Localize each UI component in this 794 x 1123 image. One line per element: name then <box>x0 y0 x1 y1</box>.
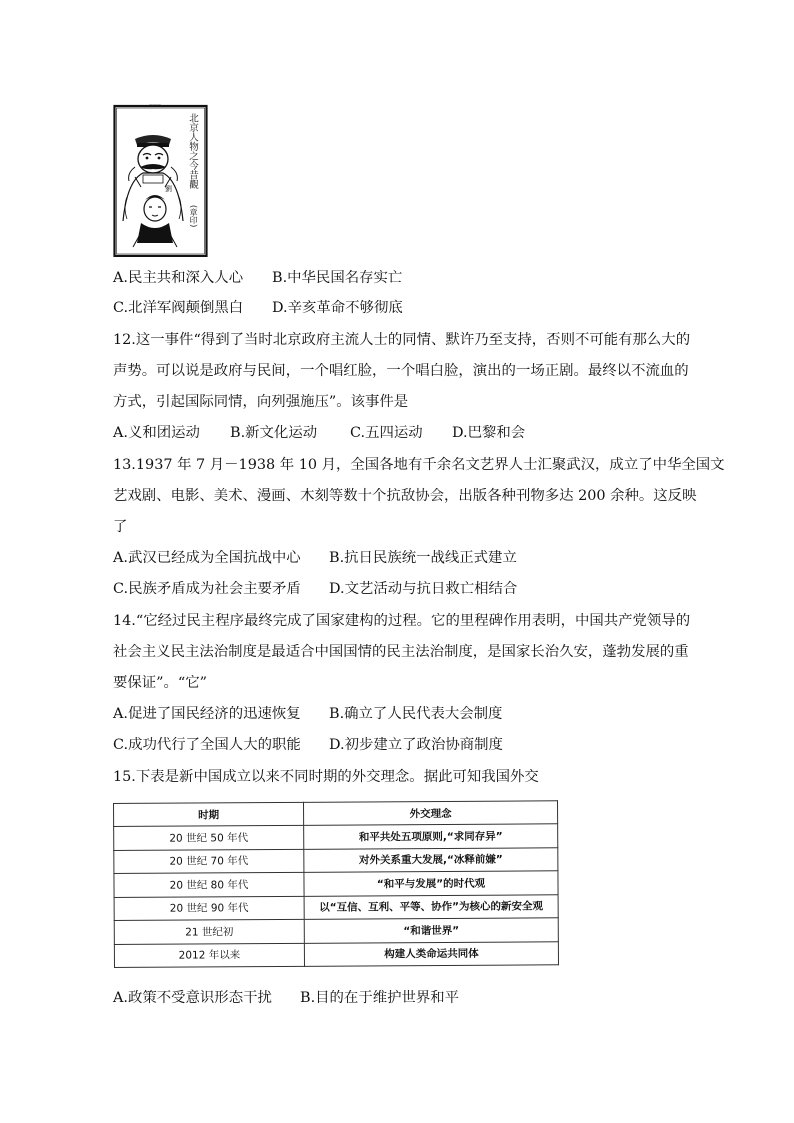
table-cell-concept: 和平共处五项原则,“求同存异” <box>304 824 558 849</box>
table-cell-concept: 以“互信、互利、平等、协作”为核心的新安全观 <box>304 894 558 919</box>
q12-option-a: A.义和团运动 <box>113 425 200 441</box>
q11-option-a: A.民主共和深入人心 <box>113 270 244 286</box>
table-cell-concept: “和平与发展”的时代观 <box>304 871 558 896</box>
q13-stem-line-1: 13.1937 年 7 月－1938 年 10 月，全国各地有千余名文艺界人士汇聚武汉，成立了中华全国文 <box>113 457 725 473</box>
svg-text:劉: 劉 <box>165 185 172 193</box>
q14-option-d: D.初步建立了政治协商制度 <box>329 737 503 753</box>
q13-stem-line-2: 艺戏剧、电影、美术、漫画、木刻等数十个抗敌协会，出版各种刊物多达 200 余种。这反映 <box>113 488 697 504</box>
table-row <box>114 894 558 920</box>
table-row <box>114 918 558 944</box>
q13-option-b: B.抗日民族统一战线正式建立 <box>329 550 517 566</box>
q15-option-a: A.政策不受意识形态干扰 <box>113 990 272 1006</box>
table-header-period: 时期 <box>114 802 304 826</box>
q14-option-b: B.确立了人民代表大会制度 <box>329 706 503 722</box>
q14-option-c: C.成功代行了全国人大的职能 <box>113 737 301 753</box>
table-cell-period: 20 世纪 80 年代 <box>114 872 304 897</box>
table-cell-concept: “和谐世界” <box>304 918 558 943</box>
cartoon-caption: 北京人物之今昔觀 <box>187 113 198 189</box>
q11-option-b: B.中华民国名存实亡 <box>272 270 403 286</box>
q14-stem-line-1: 14.“它经过民主程序最终完成了国家建构的过程。它的里程碑作用表明，中国共产党领导的 <box>113 613 691 629</box>
q15-option-b: B.目的在于维护世界和平 <box>300 990 460 1006</box>
table-cell-concept: 构建人类命运共同体 <box>304 941 558 966</box>
table-row <box>114 941 558 967</box>
q12-option-c: C.五四运动 <box>350 425 423 441</box>
q12-stem-line-3: 方式，引起国际同情，向列强施压”。该事件是 <box>113 394 409 410</box>
q13-stem-line-3: 了 <box>113 519 128 535</box>
q12-option-b: B.新文化运动 <box>230 425 318 441</box>
q12-stem-line-2: 声势。可以说是政府与民间，一个唱红脸，一个唱白脸，演出的一场正剧。最终以不流血的 <box>113 363 689 379</box>
table-row <box>114 871 558 897</box>
table-row <box>114 847 558 873</box>
q14-stem-line-3: 要保证”。“它” <box>113 675 208 691</box>
table-header-row <box>114 801 558 827</box>
table-header-concept: 外交理念 <box>303 801 557 826</box>
q12-stem-line-1: 12.这一事件“得到了当时北京政府主流人士的同情、默许乃至支持，否则不可能有那么大的 <box>113 332 691 348</box>
q13-option-d: D.文艺活动与抗日救亡相结合 <box>329 581 518 597</box>
table-cell-period: 20 世纪 70 年代 <box>114 849 304 874</box>
q15-stem: 15.下表是新中国成立以来不同时期的外交理念。据此可知我国外交 <box>113 769 539 785</box>
table-row <box>114 824 558 850</box>
q11-option-c: C.北洋军阀颠倒黑白 <box>113 300 244 316</box>
cartoon-image <box>113 101 208 257</box>
cartoon-signature: (章印) <box>189 205 198 228</box>
q14-option-a: A.促进了国民经济的迅速恢复 <box>113 706 301 722</box>
q11-option-d: D.辛亥革命不够彻底 <box>272 300 403 316</box>
table-cell-period: 20 世纪 50 年代 <box>114 825 304 850</box>
table-cell-period: 20 世纪 90 年代 <box>114 896 304 921</box>
table-cell-period: 21 世纪初 <box>114 919 304 944</box>
q14-stem-line-2: 社会主义民主法治制度是最适合中国国情的民主法治制度，是国家长治久安，蓬勃发展的重 <box>113 644 689 660</box>
diplomacy-table <box>113 800 559 968</box>
q12-option-d: D.巴黎和会 <box>452 425 526 441</box>
cartoon-top-mark: ——— <box>149 101 161 106</box>
table-cell-concept: 对外关系重大发展,“冰释前嫌” <box>304 847 558 872</box>
q13-option-c: C.民族矛盾成为社会主要矛盾 <box>113 581 301 597</box>
table-cell-period: 2012 年以来 <box>114 943 304 968</box>
q13-option-a: A.武汉已经成为全国抗战中心 <box>113 550 301 566</box>
